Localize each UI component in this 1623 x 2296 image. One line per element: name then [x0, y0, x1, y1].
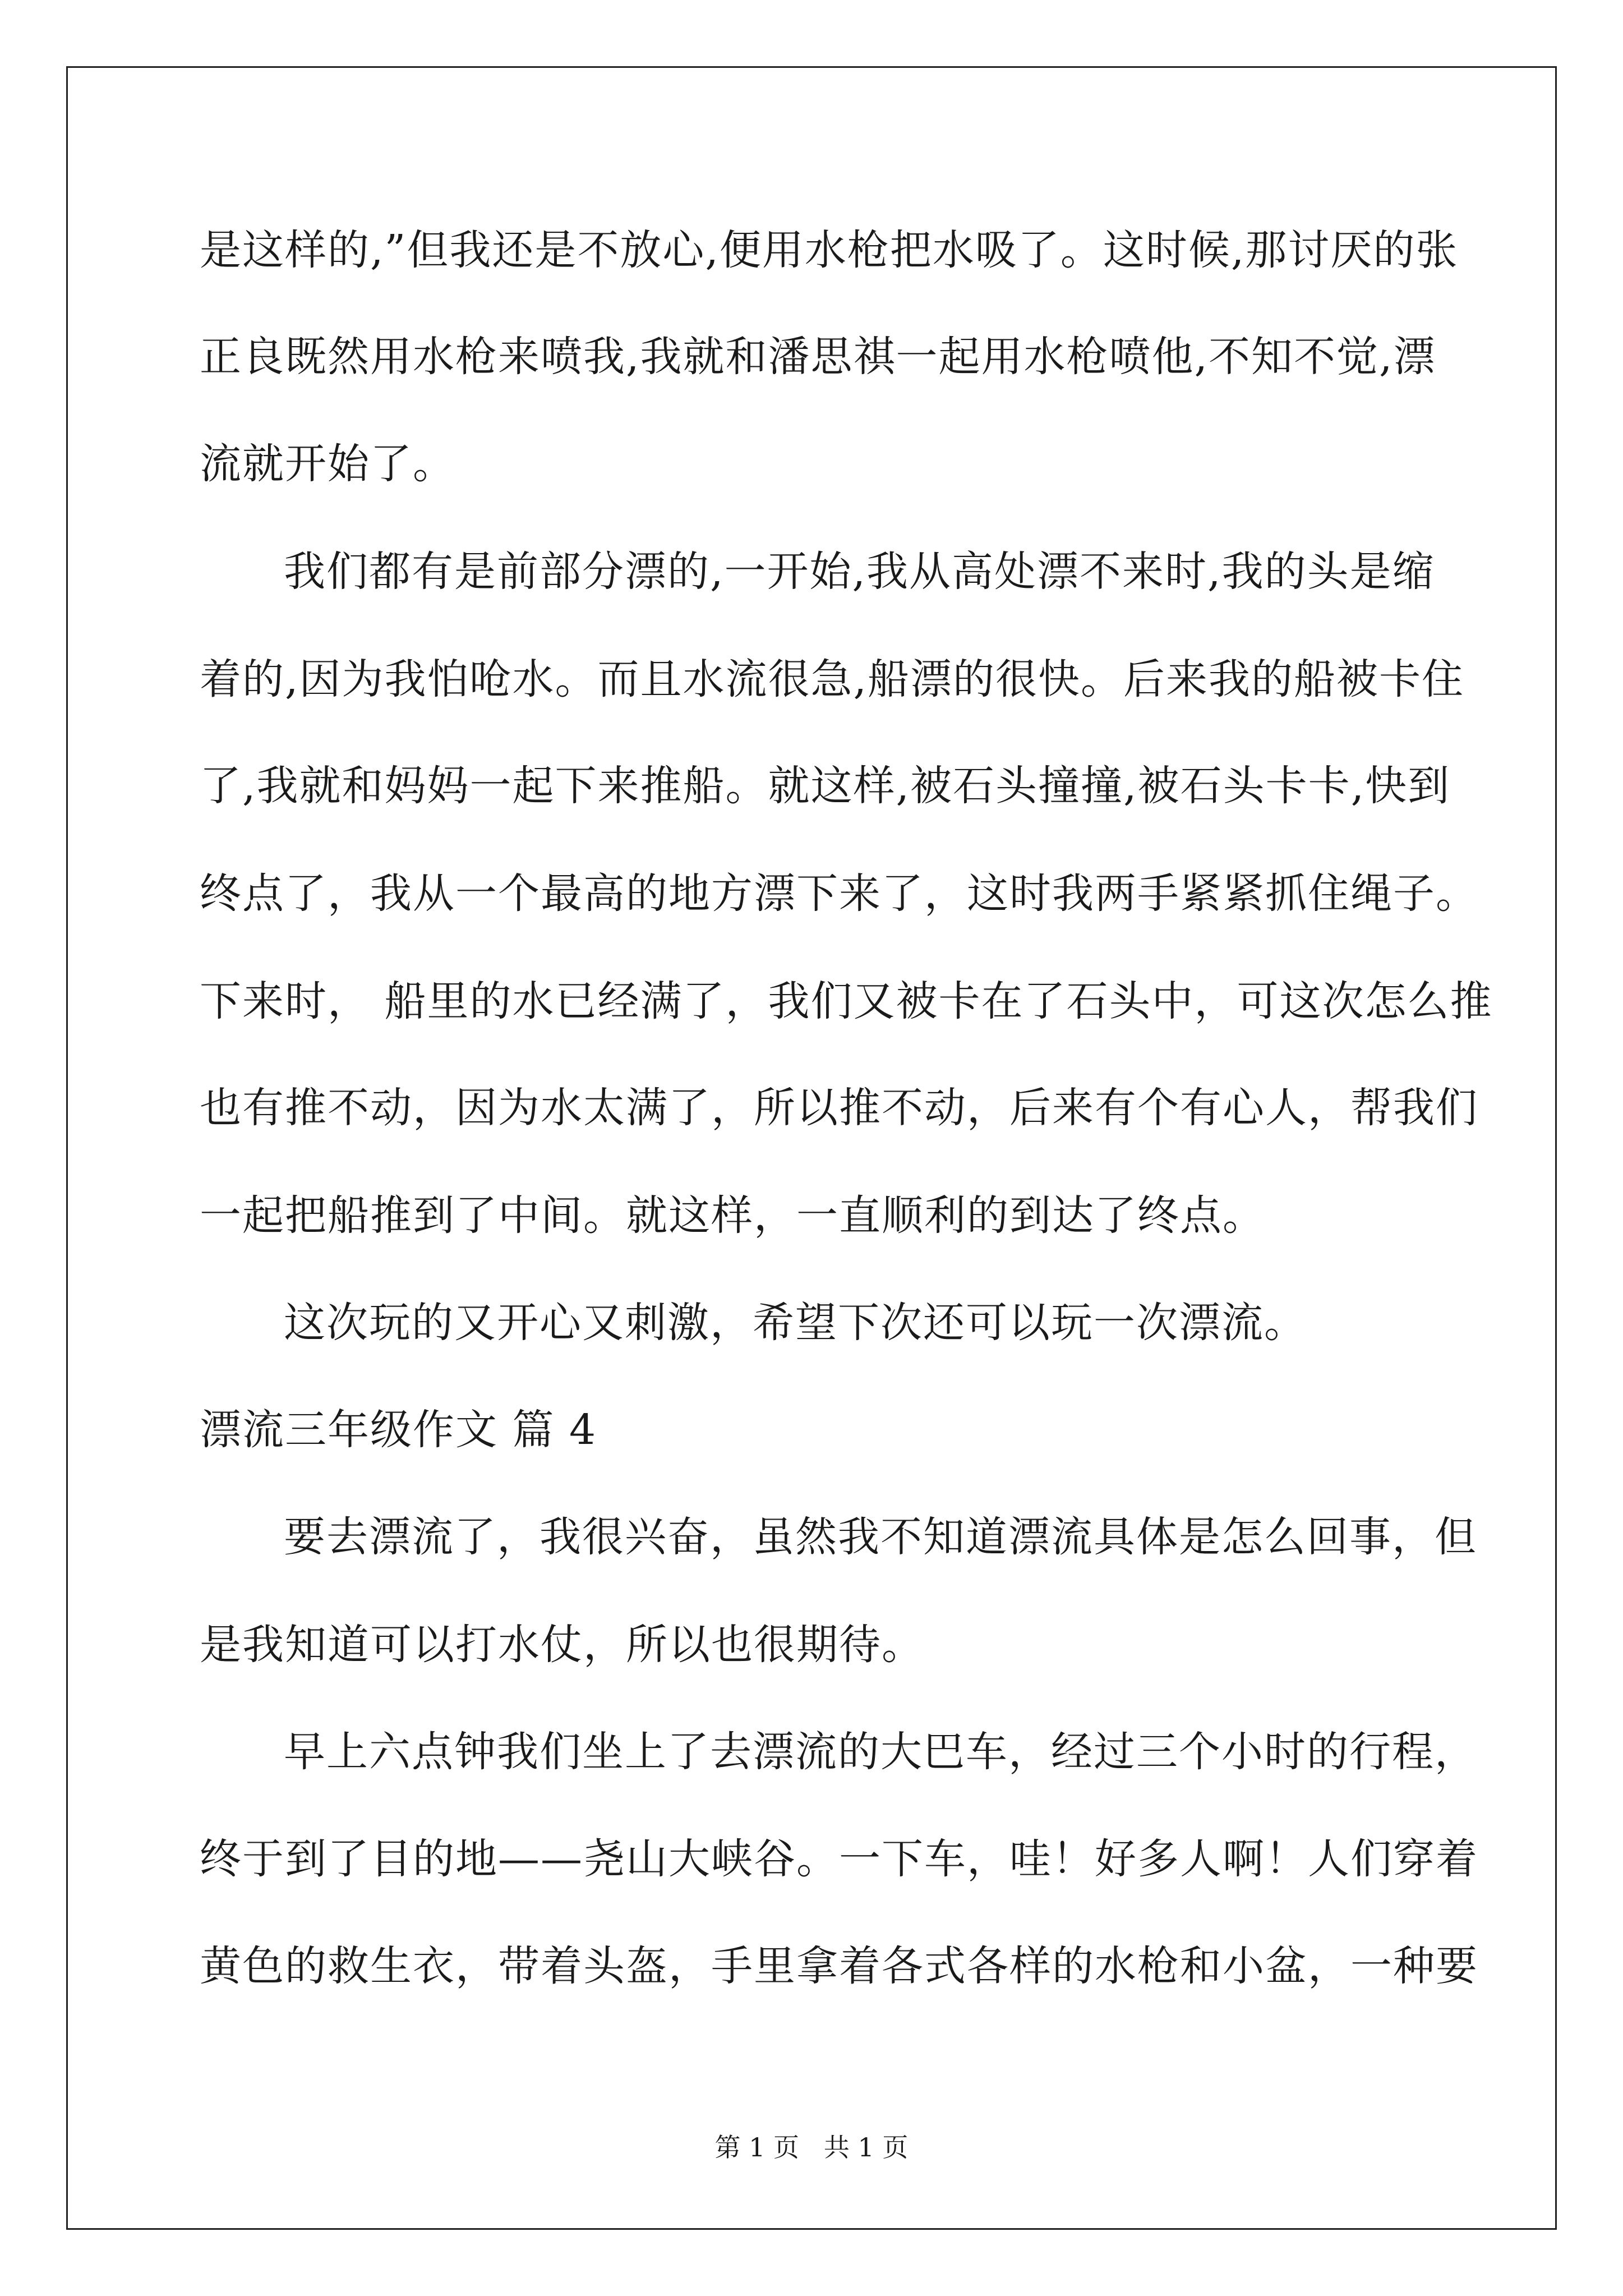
page-border	[66, 66, 1557, 2230]
body-line: 黄色的救生衣，带着头盔，手里拿着各式各样的水枪和小盆，一种要	[200, 1942, 1478, 1990]
page-footer: 第 1 页 共 1 页	[714, 2132, 909, 2162]
body-line: 是这样的,”但我还是不放心,便用水枪把水吸了。这时候,那讨厌的张	[200, 226, 1459, 274]
body-line: 流就开始了。	[200, 440, 455, 488]
paragraph-start-line: 要去漂流了，我很兴奋，虽然我不知道漂流具体是怎么回事，但	[284, 1513, 1477, 1561]
body-line: 正良既然用水枪来喷我,我就和潘思祺一起用水枪喷他,不知不觉,漂	[200, 333, 1436, 381]
body-line: 也有推不动，因为水太满了，所以推不动，后来有个有心人，帮我们	[200, 1084, 1478, 1132]
section-heading: 漂流三年级作文 篇 4	[200, 1406, 597, 1454]
body-line: 是我知道可以打水仗，所以也很期待。	[200, 1621, 924, 1669]
paragraph-start-line: 我们都有是前部分漂的,一开始,我从高处漂不来时,我的头是缩	[284, 547, 1435, 596]
body-line: 着的,因为我怕呛水。而且水流很急,船漂的很快。后来我的船被卡住	[200, 655, 1465, 703]
body-line: 终点了，我从一个最高的地方漂下来了，这时我两手紧紧抓住绳子。	[200, 869, 1478, 918]
body-line: 一起把船推到了中间。就这样，一直顺利的到达了终点。	[200, 1191, 1265, 1240]
body-line: 下来时， 船里的水已经满了，我们又被卡在了石头中，可这次怎么推	[200, 977, 1493, 1025]
paragraph-start-line: 早上六点钟我们坐上了去漂流的大巴车，经过三个小时的行程，	[284, 1728, 1477, 1776]
body-line: 终于到了目的地——尧山大峡谷。一下车，哇！好多人啊！人们穿着	[200, 1835, 1478, 1883]
body-line: 了,我就和妈妈一起下来推船。就这样,被石头撞撞,被石头卡卡,快到	[200, 762, 1451, 810]
paragraph-start-line: 这次玩的又开心又刺激，希望下次还可以玩一次漂流。	[284, 1299, 1307, 1347]
